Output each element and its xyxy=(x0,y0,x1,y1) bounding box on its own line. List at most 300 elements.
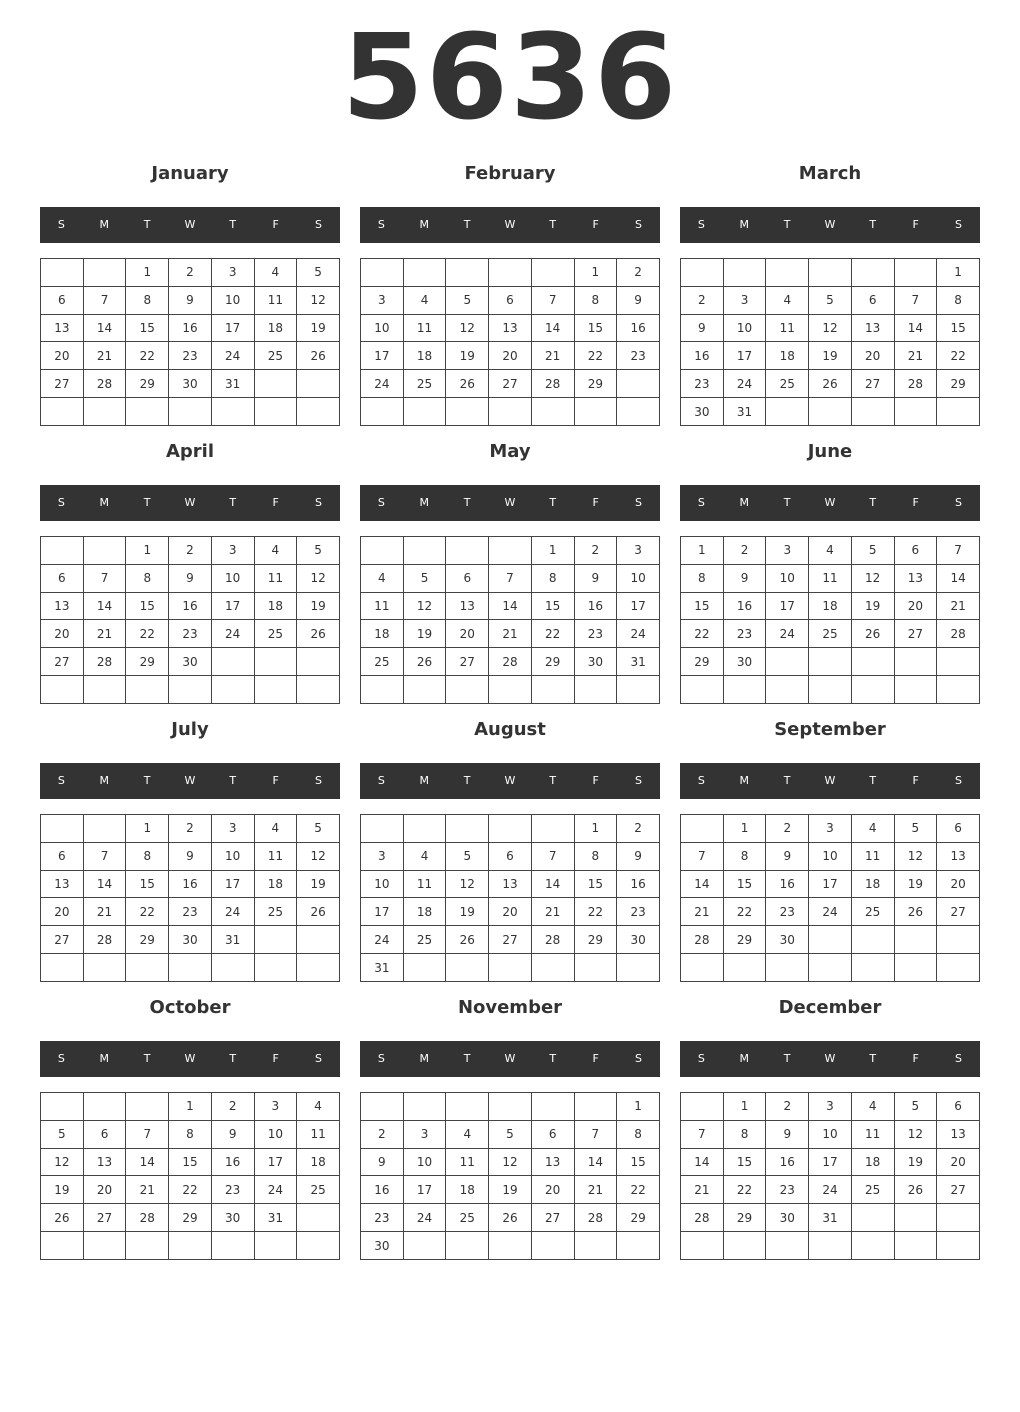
empty-day-cell xyxy=(83,398,126,426)
weekday-label: S xyxy=(57,774,65,787)
day-cell: 3 xyxy=(254,1093,297,1121)
day-cell: 4 xyxy=(851,815,894,843)
weekday-label: M xyxy=(739,1052,750,1065)
empty-day-cell xyxy=(531,954,574,982)
day-cell: 13 xyxy=(894,564,937,592)
empty-day-cell xyxy=(446,1232,489,1260)
month-name: March xyxy=(798,163,862,184)
weekday-label: W xyxy=(504,1052,516,1065)
weekday-label: W xyxy=(824,218,836,231)
week-row xyxy=(41,1176,340,1204)
week-row xyxy=(681,259,980,287)
day-cell: 9 xyxy=(681,314,724,342)
day-cell: 21 xyxy=(531,342,574,370)
day-cell: 23 xyxy=(169,342,212,370)
empty-day-cell xyxy=(617,370,660,398)
weekday-label: F xyxy=(592,496,599,509)
day-cell: 3 xyxy=(211,259,254,287)
day-cell: 12 xyxy=(851,564,894,592)
day-cell: 6 xyxy=(41,564,84,592)
day-cell: 27 xyxy=(41,926,84,954)
day-cell: 16 xyxy=(169,870,212,898)
day-cell: 29 xyxy=(126,648,169,676)
empty-day-cell xyxy=(937,954,980,982)
day-cell: 25 xyxy=(446,1204,489,1232)
day-cell: 17 xyxy=(723,342,766,370)
day-cell: 18 xyxy=(254,870,297,898)
week-row xyxy=(681,1148,980,1176)
weekday-label: T xyxy=(229,218,237,231)
day-cell: 16 xyxy=(723,592,766,620)
day-cell: 7 xyxy=(83,286,126,314)
week-row xyxy=(681,1232,980,1260)
day-cell: 26 xyxy=(446,370,489,398)
empty-day-cell xyxy=(83,259,126,287)
day-cell: 7 xyxy=(531,842,574,870)
day-cell: 29 xyxy=(126,926,169,954)
day-cell: 26 xyxy=(489,1204,532,1232)
week-row xyxy=(41,537,340,565)
week-row xyxy=(681,1120,980,1148)
day-cell: 18 xyxy=(851,870,894,898)
week-row xyxy=(681,564,980,592)
day-cell: 8 xyxy=(617,1120,660,1148)
empty-day-cell xyxy=(894,676,937,704)
day-cell: 20 xyxy=(489,898,532,926)
day-cell: 27 xyxy=(531,1204,574,1232)
empty-day-cell xyxy=(723,954,766,982)
empty-day-cell xyxy=(809,259,852,287)
empty-day-cell xyxy=(489,259,532,287)
empty-day-cell xyxy=(403,398,446,426)
day-cell: 3 xyxy=(766,537,809,565)
day-cell: 28 xyxy=(83,648,126,676)
day-cell: 10 xyxy=(361,314,404,342)
day-cell: 23 xyxy=(169,620,212,648)
day-cell: 5 xyxy=(894,815,937,843)
empty-day-cell xyxy=(254,676,297,704)
day-cell: 16 xyxy=(361,1176,404,1204)
day-cell: 15 xyxy=(937,314,980,342)
week-row xyxy=(681,648,980,676)
day-cell: 29 xyxy=(723,926,766,954)
day-cell: 20 xyxy=(41,620,84,648)
day-cell: 2 xyxy=(169,259,212,287)
day-cell: 1 xyxy=(126,815,169,843)
day-cell: 22 xyxy=(574,342,617,370)
day-cell: 11 xyxy=(254,286,297,314)
empty-day-cell xyxy=(681,1093,724,1121)
week-row xyxy=(361,564,660,592)
month-name: February xyxy=(464,163,556,184)
weekday-label: M xyxy=(739,496,750,509)
empty-day-cell xyxy=(403,537,446,565)
day-cell: 19 xyxy=(403,620,446,648)
month-july xyxy=(40,713,340,983)
day-cell: 19 xyxy=(894,870,937,898)
weekday-label: S xyxy=(634,496,642,509)
day-cell: 20 xyxy=(531,1176,574,1204)
weekday-label: T xyxy=(549,496,557,509)
empty-day-cell xyxy=(297,676,340,704)
week-row xyxy=(681,342,980,370)
day-cell: 19 xyxy=(297,314,340,342)
weekday-label: T xyxy=(143,218,151,231)
empty-day-cell xyxy=(126,676,169,704)
day-cell: 23 xyxy=(766,898,809,926)
day-cell: 14 xyxy=(83,314,126,342)
day-cell: 13 xyxy=(531,1148,574,1176)
empty-day-cell xyxy=(766,1232,809,1260)
day-cell: 10 xyxy=(809,842,852,870)
day-cell: 17 xyxy=(809,870,852,898)
day-cell: 15 xyxy=(531,592,574,620)
day-grid xyxy=(680,536,980,704)
empty-day-cell xyxy=(169,398,212,426)
day-cell: 26 xyxy=(297,342,340,370)
day-cell: 10 xyxy=(211,842,254,870)
day-cell: 10 xyxy=(617,564,660,592)
weekday-label: F xyxy=(272,218,279,231)
week-row xyxy=(681,926,980,954)
empty-day-cell xyxy=(574,1093,617,1121)
day-cell: 12 xyxy=(297,564,340,592)
empty-day-cell xyxy=(446,537,489,565)
week-row xyxy=(681,537,980,565)
day-cell: 8 xyxy=(126,842,169,870)
week-row xyxy=(41,398,340,426)
empty-day-cell xyxy=(851,676,894,704)
empty-day-cell xyxy=(894,954,937,982)
day-cell: 13 xyxy=(41,592,84,620)
day-cell: 20 xyxy=(83,1176,126,1204)
day-cell: 29 xyxy=(937,370,980,398)
day-cell: 15 xyxy=(169,1148,212,1176)
day-cell: 11 xyxy=(254,842,297,870)
empty-day-cell xyxy=(83,676,126,704)
empty-day-cell xyxy=(41,1232,84,1260)
day-cell: 6 xyxy=(489,286,532,314)
month-october xyxy=(40,991,340,1261)
week-row xyxy=(41,1148,340,1176)
weekday-label: T xyxy=(463,218,471,231)
day-cell: 16 xyxy=(681,342,724,370)
week-row xyxy=(41,1093,340,1121)
day-cell: 9 xyxy=(617,286,660,314)
month-name: May xyxy=(489,441,531,462)
day-cell: 16 xyxy=(617,314,660,342)
empty-day-cell xyxy=(851,1232,894,1260)
day-cell: 18 xyxy=(361,620,404,648)
weekday-label: M xyxy=(419,774,430,787)
empty-day-cell xyxy=(446,398,489,426)
day-cell: 25 xyxy=(851,1176,894,1204)
weekday-label: S xyxy=(57,1052,65,1065)
week-row xyxy=(361,620,660,648)
empty-day-cell xyxy=(126,954,169,982)
day-cell: 19 xyxy=(851,592,894,620)
week-row xyxy=(41,898,340,926)
day-cell: 6 xyxy=(41,842,84,870)
day-cell: 28 xyxy=(489,648,532,676)
empty-day-cell xyxy=(937,676,980,704)
day-cell: 22 xyxy=(723,1176,766,1204)
day-cell: 16 xyxy=(766,1148,809,1176)
day-cell: 18 xyxy=(403,342,446,370)
day-cell: 20 xyxy=(937,870,980,898)
day-cell: 22 xyxy=(126,898,169,926)
day-cell: 28 xyxy=(894,370,937,398)
empty-day-cell xyxy=(83,1232,126,1260)
day-cell: 3 xyxy=(723,286,766,314)
day-cell: 28 xyxy=(937,620,980,648)
day-cell: 26 xyxy=(894,1176,937,1204)
week-row xyxy=(41,259,340,287)
weekday-label: W xyxy=(184,1052,196,1065)
weekday-label: W xyxy=(504,496,516,509)
day-cell: 26 xyxy=(809,370,852,398)
day-cell: 11 xyxy=(403,314,446,342)
day-cell: 9 xyxy=(723,564,766,592)
week-row xyxy=(361,314,660,342)
empty-day-cell xyxy=(681,954,724,982)
day-cell: 7 xyxy=(531,286,574,314)
day-cell: 18 xyxy=(297,1148,340,1176)
week-row xyxy=(361,1232,660,1260)
week-row xyxy=(41,620,340,648)
weekday-label: S xyxy=(377,1052,385,1065)
day-cell: 14 xyxy=(681,870,724,898)
day-cell: 24 xyxy=(361,926,404,954)
day-cell: 25 xyxy=(809,620,852,648)
day-cell: 11 xyxy=(851,1120,894,1148)
weekday-label: S xyxy=(634,1052,642,1065)
weekday-label: M xyxy=(419,218,430,231)
day-cell: 28 xyxy=(83,370,126,398)
weekday-label: T xyxy=(869,496,877,509)
week-row xyxy=(681,815,980,843)
day-cell: 27 xyxy=(894,620,937,648)
day-cell: 12 xyxy=(489,1148,532,1176)
week-row xyxy=(681,898,980,926)
empty-day-cell xyxy=(937,1204,980,1232)
empty-day-cell xyxy=(361,398,404,426)
weekday-label: M xyxy=(99,218,110,231)
empty-day-cell xyxy=(361,1093,404,1121)
empty-day-cell xyxy=(297,954,340,982)
day-cell: 14 xyxy=(894,314,937,342)
week-row xyxy=(681,676,980,704)
weekday-label: S xyxy=(314,1052,322,1065)
day-cell: 26 xyxy=(851,620,894,648)
empty-day-cell xyxy=(937,648,980,676)
week-row xyxy=(41,370,340,398)
day-cell: 23 xyxy=(766,1176,809,1204)
empty-day-cell xyxy=(617,1232,660,1260)
weekday-label: T xyxy=(229,496,237,509)
week-row xyxy=(41,842,340,870)
day-cell: 16 xyxy=(574,592,617,620)
day-cell: 3 xyxy=(361,286,404,314)
day-cell: 25 xyxy=(766,370,809,398)
empty-day-cell xyxy=(83,537,126,565)
week-row xyxy=(361,870,660,898)
empty-day-cell xyxy=(361,815,404,843)
week-row xyxy=(41,926,340,954)
weekday-label: T xyxy=(143,1052,151,1065)
day-grid xyxy=(40,258,340,426)
day-cell: 30 xyxy=(211,1204,254,1232)
empty-day-cell xyxy=(403,259,446,287)
weekday-label: F xyxy=(912,496,919,509)
empty-day-cell xyxy=(211,1232,254,1260)
empty-day-cell xyxy=(766,648,809,676)
day-cell: 7 xyxy=(126,1120,169,1148)
month-april xyxy=(40,435,340,705)
day-cell: 29 xyxy=(574,370,617,398)
day-cell: 26 xyxy=(297,898,340,926)
day-cell: 5 xyxy=(297,815,340,843)
empty-day-cell xyxy=(254,370,297,398)
empty-day-cell xyxy=(681,1232,724,1260)
month-november xyxy=(360,991,660,1261)
month-name: December xyxy=(778,997,882,1018)
day-cell: 26 xyxy=(446,926,489,954)
day-cell: 18 xyxy=(254,592,297,620)
day-cell: 10 xyxy=(211,286,254,314)
day-cell: 14 xyxy=(83,592,126,620)
empty-day-cell xyxy=(446,676,489,704)
empty-day-cell xyxy=(254,1232,297,1260)
day-cell: 22 xyxy=(681,620,724,648)
day-cell: 6 xyxy=(446,564,489,592)
day-cell: 21 xyxy=(126,1176,169,1204)
day-cell: 29 xyxy=(126,370,169,398)
weekday-label: T xyxy=(143,774,151,787)
weekday-label: S xyxy=(697,218,705,231)
day-cell: 27 xyxy=(446,648,489,676)
empty-day-cell xyxy=(446,259,489,287)
day-cell: 13 xyxy=(489,870,532,898)
empty-day-cell xyxy=(403,954,446,982)
month-name: September xyxy=(774,719,886,740)
day-cell: 8 xyxy=(574,286,617,314)
weekday-header xyxy=(360,485,660,521)
day-cell: 23 xyxy=(211,1176,254,1204)
week-row xyxy=(41,1232,340,1260)
day-cell: 3 xyxy=(809,815,852,843)
day-cell: 4 xyxy=(361,564,404,592)
day-cell: 21 xyxy=(83,898,126,926)
weekday-label: F xyxy=(912,774,919,787)
week-row xyxy=(681,870,980,898)
day-cell: 20 xyxy=(41,898,84,926)
day-cell: 18 xyxy=(254,314,297,342)
empty-day-cell xyxy=(41,537,84,565)
empty-day-cell xyxy=(851,954,894,982)
day-cell: 5 xyxy=(41,1120,84,1148)
weekday-label: W xyxy=(824,496,836,509)
day-cell: 12 xyxy=(894,1120,937,1148)
weekday-label: S xyxy=(697,1052,705,1065)
empty-day-cell xyxy=(809,648,852,676)
day-cell: 1 xyxy=(617,1093,660,1121)
day-cell: 9 xyxy=(169,564,212,592)
day-grid xyxy=(360,258,660,426)
weekday-label: F xyxy=(592,1052,599,1065)
day-cell: 17 xyxy=(766,592,809,620)
day-cell: 28 xyxy=(83,926,126,954)
day-cell: 13 xyxy=(937,1120,980,1148)
weekday-label: T xyxy=(783,774,791,787)
day-cell: 13 xyxy=(83,1148,126,1176)
day-cell: 18 xyxy=(403,898,446,926)
day-cell: 6 xyxy=(894,537,937,565)
day-cell: 22 xyxy=(126,342,169,370)
day-grid xyxy=(360,1092,660,1260)
day-cell: 23 xyxy=(617,898,660,926)
day-cell: 25 xyxy=(403,926,446,954)
day-cell: 16 xyxy=(766,870,809,898)
day-cell: 31 xyxy=(211,370,254,398)
day-cell: 30 xyxy=(766,926,809,954)
day-cell: 31 xyxy=(723,398,766,426)
empty-day-cell xyxy=(766,259,809,287)
day-cell: 15 xyxy=(126,870,169,898)
day-cell: 7 xyxy=(681,842,724,870)
weekday-label: T xyxy=(869,1052,877,1065)
empty-day-cell xyxy=(403,815,446,843)
empty-day-cell xyxy=(446,954,489,982)
month-name: June xyxy=(807,441,853,462)
day-cell: 27 xyxy=(83,1204,126,1232)
month-september xyxy=(680,713,980,983)
day-cell: 15 xyxy=(681,592,724,620)
day-cell: 2 xyxy=(766,1093,809,1121)
day-cell: 5 xyxy=(446,286,489,314)
day-cell: 4 xyxy=(403,842,446,870)
day-cell: 1 xyxy=(169,1093,212,1121)
empty-day-cell xyxy=(297,1232,340,1260)
day-cell: 21 xyxy=(937,592,980,620)
weekday-label: T xyxy=(549,774,557,787)
day-cell: 23 xyxy=(169,898,212,926)
day-cell: 13 xyxy=(489,314,532,342)
weekday-label: S xyxy=(314,218,322,231)
day-cell: 22 xyxy=(937,342,980,370)
day-cell: 20 xyxy=(937,1148,980,1176)
day-cell: 3 xyxy=(211,537,254,565)
day-cell: 12 xyxy=(446,870,489,898)
day-cell: 17 xyxy=(211,592,254,620)
day-cell: 18 xyxy=(851,1148,894,1176)
day-cell: 25 xyxy=(361,648,404,676)
weekday-label: S xyxy=(314,496,322,509)
day-cell: 30 xyxy=(574,648,617,676)
week-row xyxy=(41,1120,340,1148)
day-cell: 4 xyxy=(851,1093,894,1121)
day-cell: 26 xyxy=(403,648,446,676)
empty-day-cell xyxy=(41,1093,84,1121)
day-cell: 21 xyxy=(681,898,724,926)
day-grid xyxy=(360,814,660,982)
day-cell: 13 xyxy=(41,314,84,342)
day-cell: 8 xyxy=(531,564,574,592)
day-cell: 2 xyxy=(617,815,660,843)
day-cell: 24 xyxy=(723,370,766,398)
day-cell: 24 xyxy=(403,1204,446,1232)
day-cell: 19 xyxy=(297,592,340,620)
